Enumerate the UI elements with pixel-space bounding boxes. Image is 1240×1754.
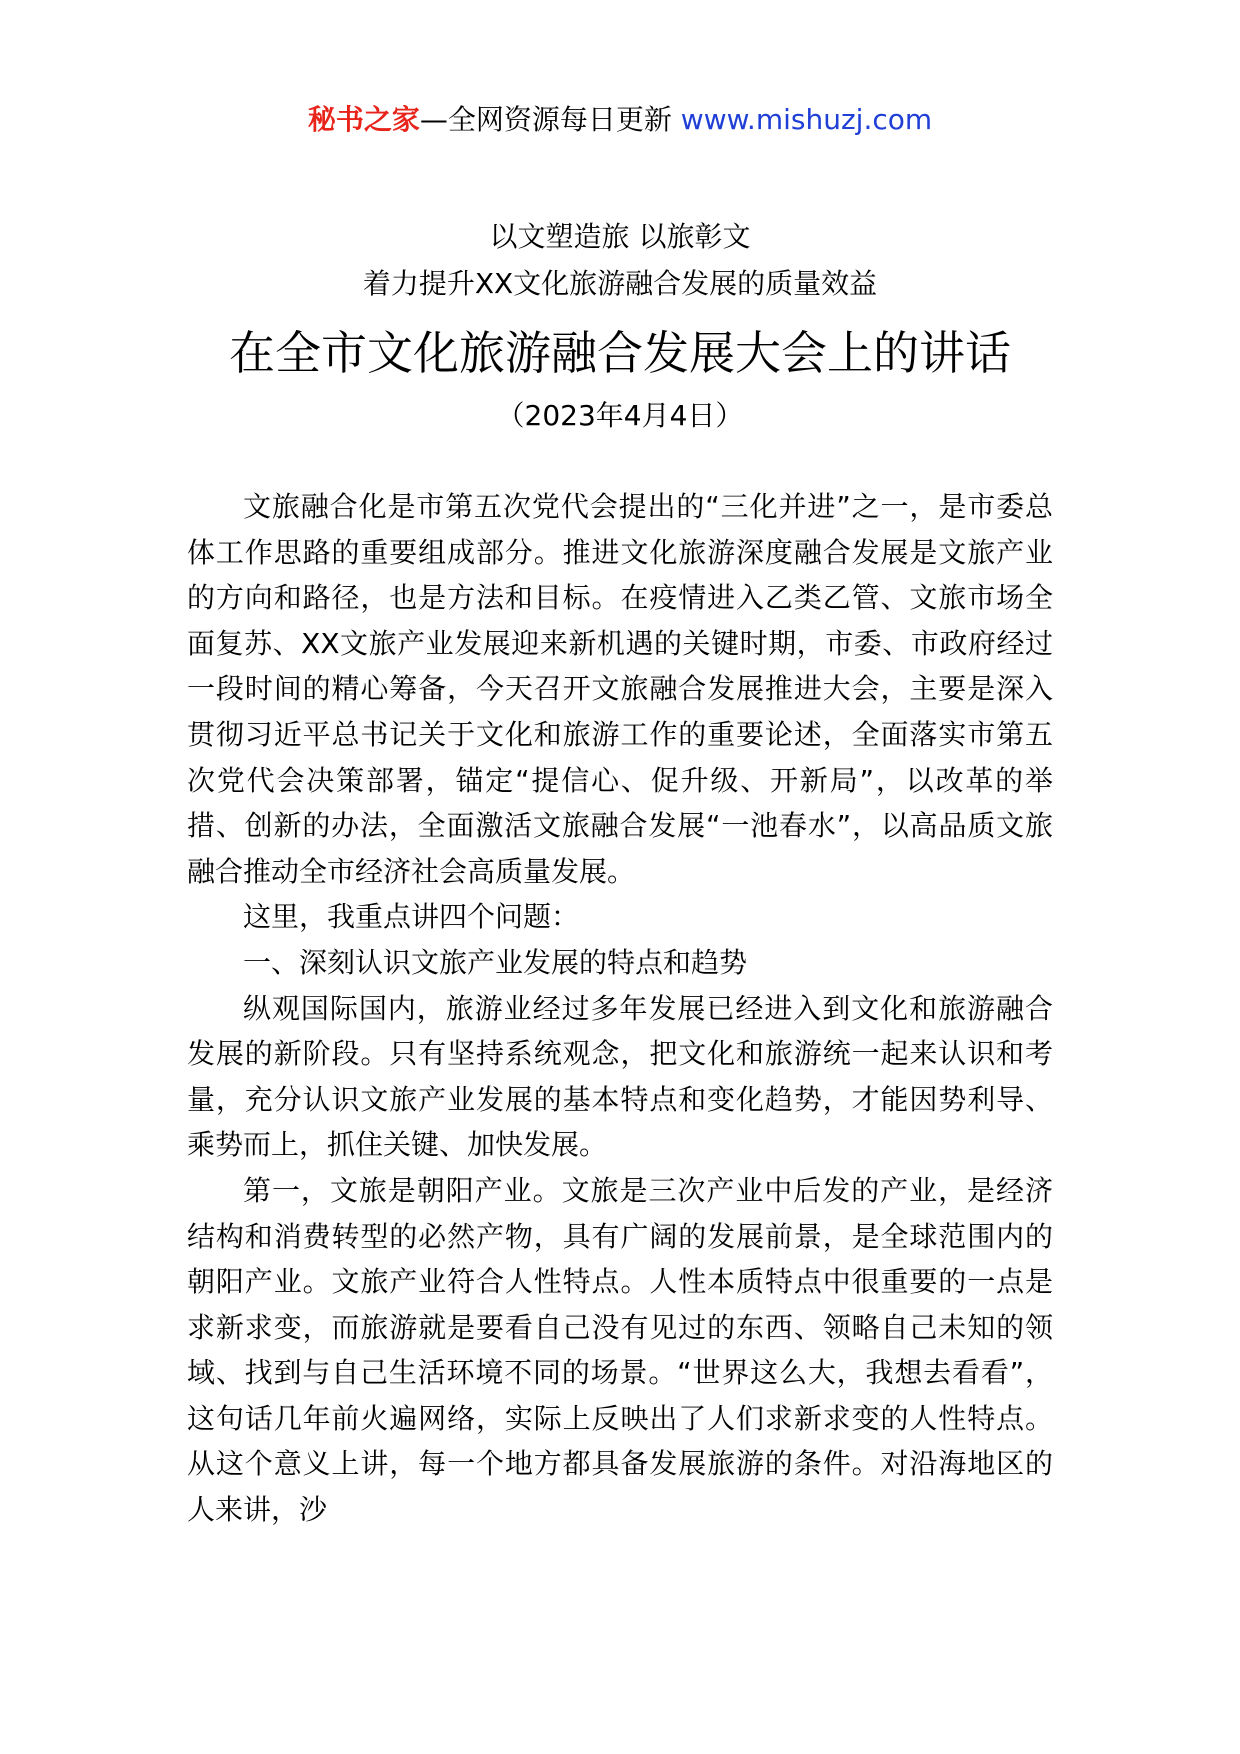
paragraph-outline: 这里，我重点讲四个问题： xyxy=(243,900,580,934)
site-header xyxy=(0,100,1240,140)
paragraph-intro: 文旅融合化是市第五次党代会提出的“三化并进”之一，是市委总体工作思路的重要组成部分。推进文化旅游深度融合发展是文旅产业的方向和路径，也是方法和目标。在疫情进入乙类乙管、文旅市场全面复苏、XX文旅产业发展迎来新机遇的关键时期，市委、市政府经过一段时间的精心筹备，今天召开文旅融合发展推进大会，主要是深入贯彻习近平总书记关于文化和旅游工作的重要论述，全面落实市第五次党代会决策部署，锚定“提信心、促升级、开新局”，以改革的举措、创新的办法，全面激活文旅融合发展“一池春水”，以高品质文旅融合推动全市经济社会高质量发展。 xyxy=(187,490,1053,888)
document-title: 在全市文化旅游融合发展大会上的讲话 xyxy=(229,326,1011,380)
site-url-link[interactable]: www.mishuzj.com xyxy=(680,103,933,136)
document-date: （2023年4月4日） xyxy=(496,399,744,432)
section-heading-1: 一、深刻认识文旅产业发展的特点和趋势 xyxy=(243,945,748,979)
paragraph-overview: 纵观国际国内，旅游业经过多年发展已经进入到文化和旅游融合发展的新阶段。只有坚持系统观念，把文化和旅游统一起来认识和考量，充分认识文旅产业发展的基本特点和变化趋势，才能因势利导、乘势而上，抓住关键、加快发展。 xyxy=(187,991,1053,1162)
header-tagline: —全网资源每日更新 xyxy=(419,103,672,136)
subtitle-line-1: 以文塑造旅 以旅彰文 xyxy=(489,220,751,253)
document-body xyxy=(187,484,1053,1533)
subtitle-line-2: 着力提升XX文化旅游融合发展的质量效益 xyxy=(362,267,878,300)
paragraph-point-1: 第一，文旅是朝阳产业。文旅是三次产业中后发的产业，是经济结构和消费转型的必然产物，具有广阔的发展前景，是全球范围内的朝阳产业。文旅产业符合人性特点。人性本质特点中很重要的一点是求新求变，而旅游就是要看自己没有见过的东西、领略自己未知的领域、找到与自己生活环境不同的场景。“世界这么大，我想去看看”，这句话几年前火遍网络，实际上反映出了人们求新求变的人性特点。从这个意义上讲，每一个地方都具备发展旅游的条件。对沿海地区的人来讲，沙 xyxy=(187,1173,1053,1527)
brand-name: 秘书之家 xyxy=(307,103,420,136)
